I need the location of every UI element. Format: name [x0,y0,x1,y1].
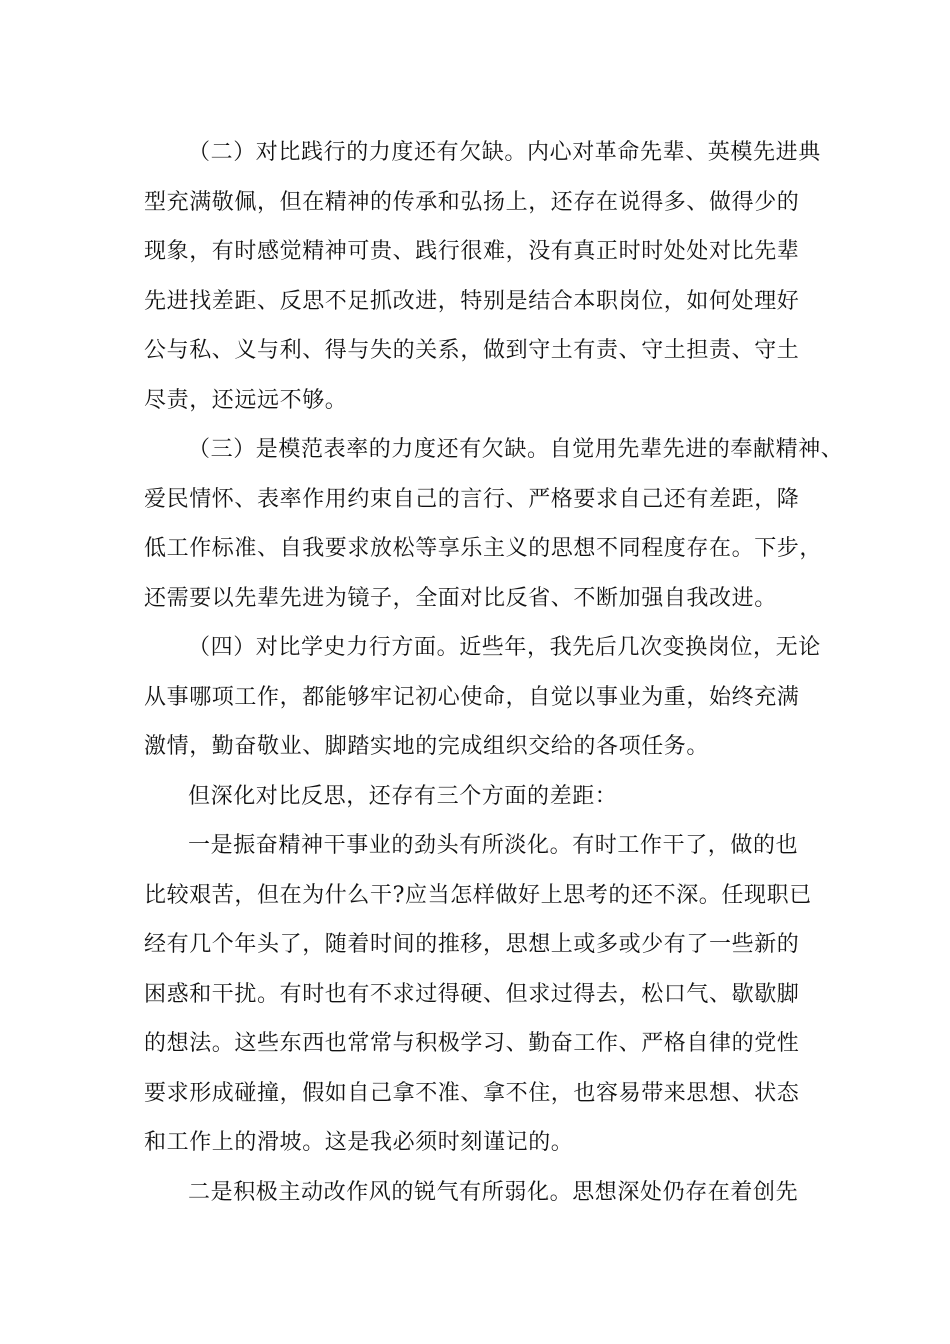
paragraph-3-line-2: 爱民情怀、表率作用约束自己的言行、严格要求自己还有差距，降 [144,486,800,512]
paragraph-2-line-4: 先进找差距、反思不足抓改进，特别是结合本职岗位，如何处理好 [144,288,800,314]
paragraph-4-line-2: 从事哪项工作，都能够牢记初心使命，自觉以事业为重，始终充满 [144,684,800,710]
paragraph-4-line-1: （四）对比学史力行方面。近些年，我先后几次变换岗位，无论 [188,635,821,660]
paragraph-5-line-1: 但深化对比反思，还存有三个方面的差距： [188,783,618,809]
paragraph-2-line-2: 型充满敬佩，但在精神的传承和弘扬上，还存在说得多、做得少的 [144,189,800,215]
paragraph-6-line-7: 和工作上的滑坡。这是我必须时刻谨记的。 [144,1130,574,1155]
paragraph-2-line-6: 尽责，还远远不够。 [144,387,348,413]
paragraph-6-line-3: 经有几个年头了，随着时间的推移，思想上或多或少有了一些新的 [144,932,800,957]
paragraph-6-line-4: 困惑和干扰。有时也有不求过得硬、但求过得去，松口气、歇歇脚 [144,981,800,1007]
paragraph-2-line-5: 公与私、义与利、得与失的关系，做到守土有责、守土担责、守土 [144,338,800,363]
paragraph-6-line-5: 的想法。这些东西也常常与积极学习、勤奋工作、严格自律的党性 [144,1031,800,1056]
paragraph-7-line-1: 二是积极主动改作风的锐气有所弱化。思想深处仍存在着创先 [188,1179,799,1205]
paragraph-2-line-1: （二）对比践行的力度还有欠缺。内心对革命先辈、英模先进典 [188,140,821,165]
paragraph-3-line-1: （三）是模范表率的力度还有欠缺。自觉用先辈先进的奉献精神、 [188,437,844,462]
paragraph-3-line-3: 低工作标准、自我要求放松等享乐主义的思想不同程度存在。下步， [144,536,823,561]
paragraph-4-line-3: 激情，勤奋敬业、脚踏实地的完成组织交给的各项任务。 [144,734,710,759]
body-text [144,133,844,1222]
paragraph-2-line-3: 现象，有时感觉精神可贵、践行很难，没有真正时时处处对比先辈 [144,239,800,264]
paragraph-6-line-6: 要求形成碰撞，假如自己拿不准、拿不住，也容易带来思想、状态 [144,1080,800,1106]
paragraph-6-line-2: 比较艰苦，但在为什么干?应当怎样做好上思考的还不深。任现职已 [144,882,812,908]
paragraph-3-line-4: 还需要以先辈先进为镜子，全面对比反省、不断加强自我改进。 [144,585,777,611]
paragraph-6-line-1: 一是振奋精神干事业的劲头有所淡化。有时工作干了，做的也 [188,833,799,858]
